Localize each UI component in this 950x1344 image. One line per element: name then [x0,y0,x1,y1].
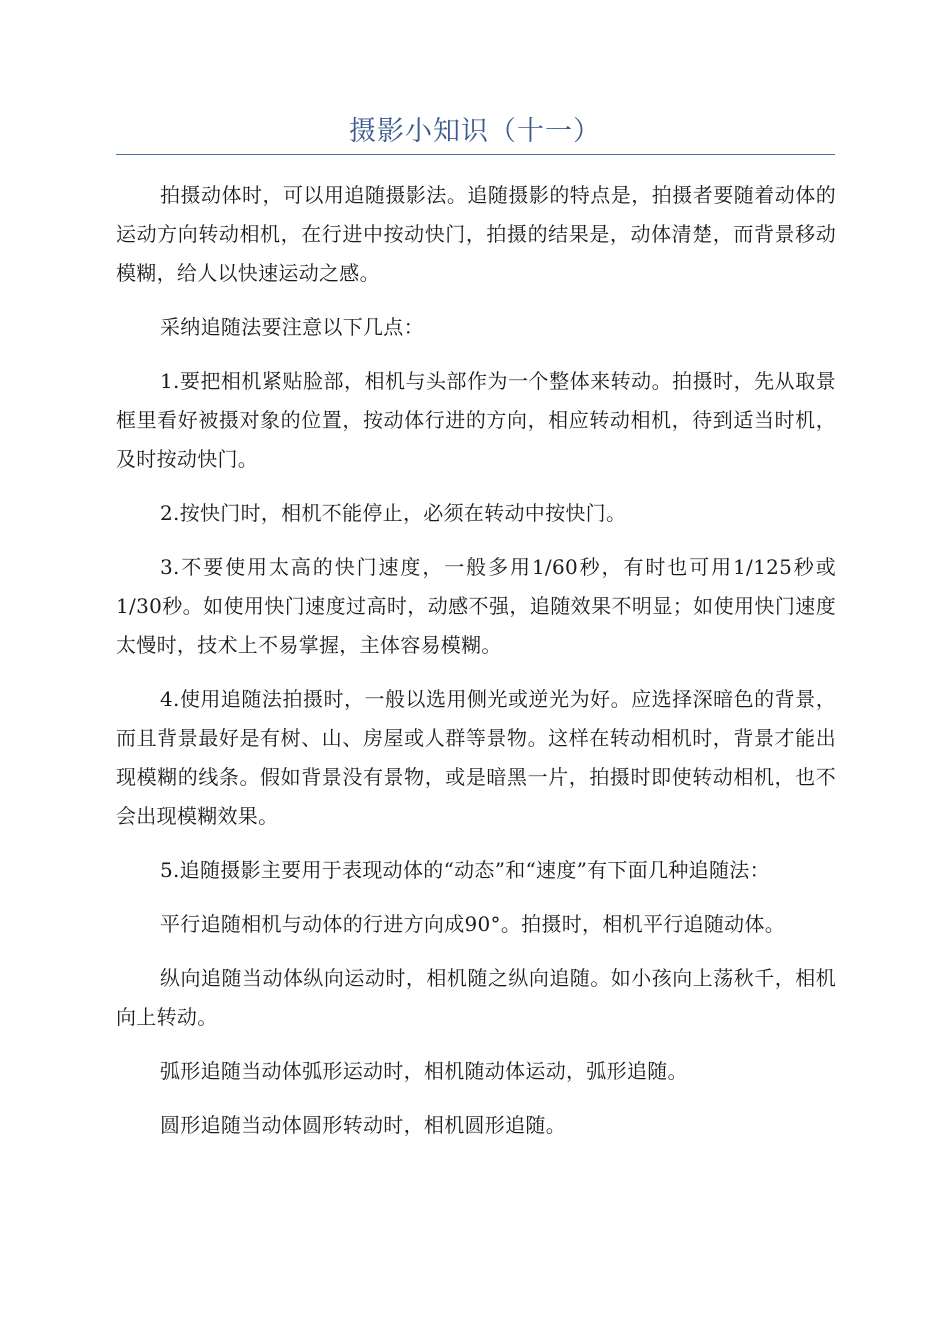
paragraph-points-heading: 采纳追随法要注意以下几点： [160,315,424,339]
paragraph-point-2: 2.按快门时，相机不能停止，必须在转动中按快门。 [160,501,627,525]
document-title: 摄影小知识（十一） [349,116,601,147]
title-underline [116,154,835,155]
paragraph-vertical-tracking: 纵向追随当动体纵向运动时，相机随之纵向追随。如小孩向上荡秋千，相机向上转动。 [116,966,836,1029]
paragraph-point-1: 1.要把相机紧贴脸部，相机与头部作为一个整体来转动。拍摄时，先从取景框里看好被摄对象的位置，按动体行进的方向，相应转动相机，待到适当时机，及时按动快门。 [116,369,836,471]
paragraph-point-4: 4.使用追随法拍摄时，一般以选用侧光或逆光为好。应选择深暗色的背景，而且背景最好是有树、山、房屋或人群等景物。这样在转动相机时，背景才能出现模糊的线条。假如背景没有景物，或是暗黑一片，拍摄时即使转动相机，也不会出现模糊效果。 [116,687,836,828]
paragraph-intro: 拍摄动体时，可以用追随摄影法。追随摄影的特点是，拍摄者要随着动体的运动方向转动相机，在行进中按动快门，拍摄的结果是，动体清楚，而背景移动模糊，给人以快速运动之感。 [116,183,836,285]
paragraph-parallel-tracking: 平行追随相机与动体的行进方向成90°。拍摄时，相机平行追随动体。 [160,912,786,936]
paragraph-point-3: 3.不要使用太高的快门速度，一般多用1/60秒，有时也可用1/125秒或1/30秒。如使用快门速度过高时，动感不强，追随效果不明显；如使用快门速度太慢时，技术上不易掌握，主体容易模糊。 [116,555,836,657]
paragraph-arc-tracking: 弧形追随当动体弧形运动时，相机随动体运动，弧形追随。 [160,1059,688,1083]
paragraph-point-5: 5.追随摄影主要用于表现动体的“动态”和“速度”有下面几种追随法： [160,858,770,882]
document-body [116,176,836,1160]
paragraph-circular-tracking: 圆形追随当动体圆形转动时，相机圆形追随。 [160,1113,566,1137]
